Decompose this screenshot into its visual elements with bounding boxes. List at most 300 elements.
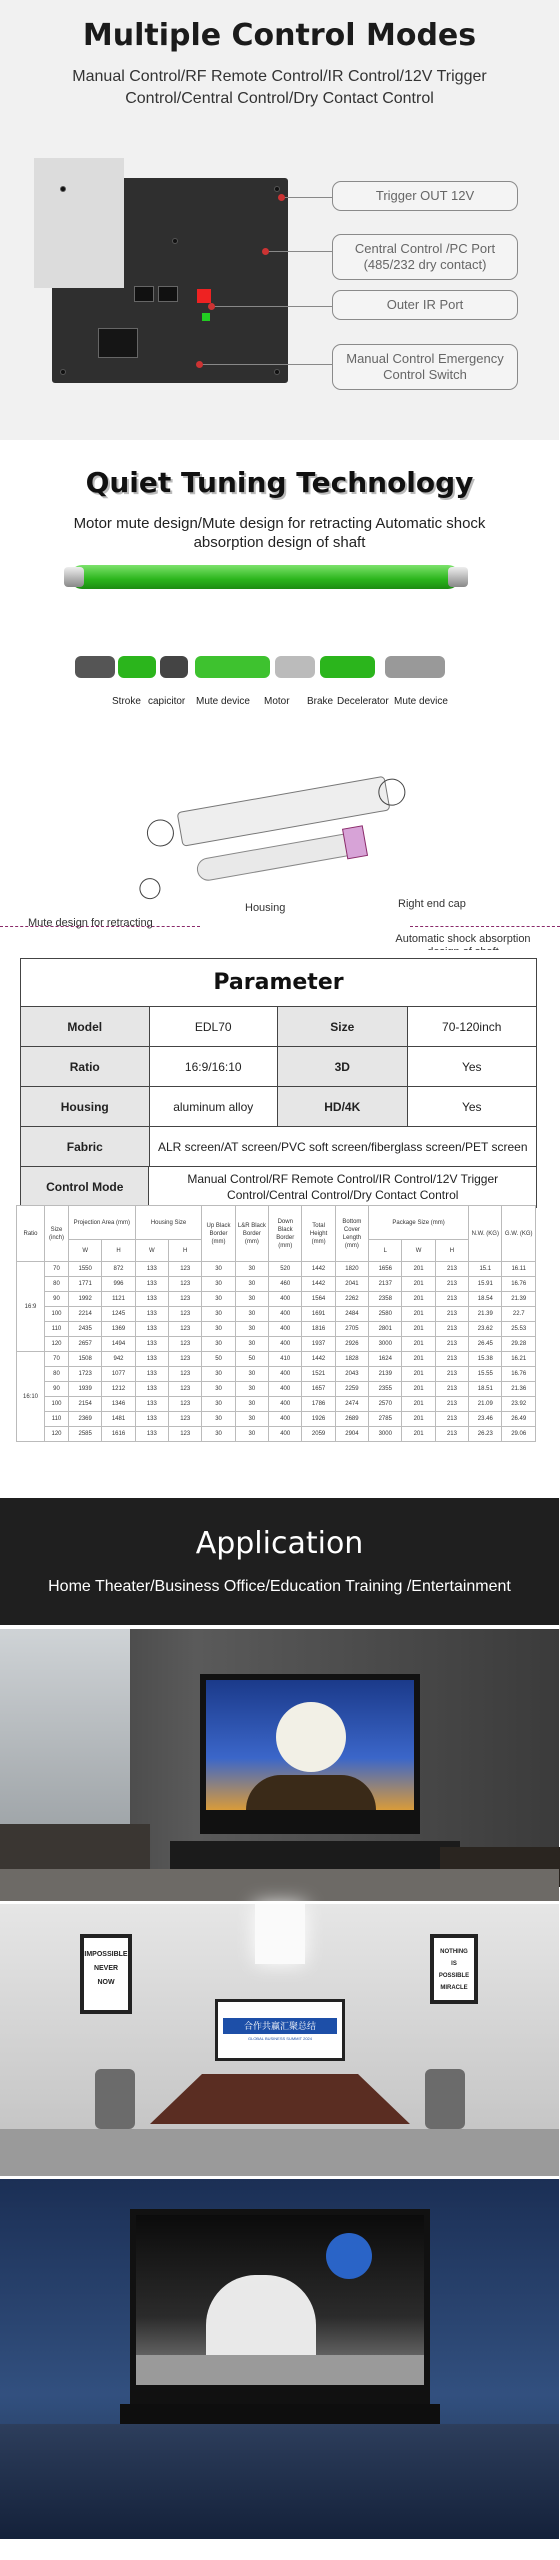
- port-icon: [158, 286, 178, 302]
- spec-cell: 1616: [102, 1427, 135, 1442]
- spec-table: [16, 1205, 536, 1442]
- spec-cell: 1992: [69, 1292, 102, 1307]
- part-label: Decelerator: [337, 696, 389, 707]
- spec-row: [17, 1307, 536, 1322]
- spec-cell: 410: [269, 1352, 302, 1367]
- spec-cell: 100: [45, 1397, 69, 1412]
- spec-row: [17, 1427, 536, 1442]
- central-control-label: Central Control /PC Port (485/232 dry contact): [332, 234, 518, 280]
- poster-text: NOTHING: [440, 1949, 468, 1955]
- spec-cell: 15.91: [469, 1277, 502, 1292]
- spec-cell: 1564: [302, 1292, 335, 1307]
- spec-cell: 2785: [369, 1412, 402, 1427]
- entertainment-image: [0, 2179, 559, 2539]
- spec-cell: 213: [435, 1322, 468, 1337]
- spec-cell: 25.53: [502, 1322, 536, 1337]
- spec-cell: 15.38: [469, 1352, 502, 1367]
- param-value: ALR screen/AT screen/PVC soft screen/fiberglass screen/PET screen: [158, 1139, 528, 1154]
- spec-cell: 1691: [302, 1307, 335, 1322]
- spec-cell: 1723: [69, 1367, 102, 1382]
- office-banner-sub: GLOBAL BUSINESS SUMMIT 2024: [247, 2036, 313, 2041]
- spec-cell: 16.11: [502, 1262, 536, 1277]
- spec-cell: 400: [269, 1397, 302, 1412]
- spec-cell: 1937: [302, 1337, 335, 1352]
- spec-header: Bottom Cover Length (mm): [335, 1206, 368, 1262]
- spec-cell: 16.76: [502, 1277, 536, 1292]
- spec-cell: 1442: [302, 1352, 335, 1367]
- manual-control-label: Manual Control Emergency Control Switch: [332, 344, 518, 390]
- leader-dot: [278, 194, 285, 201]
- spec-cell: 1550: [69, 1262, 102, 1277]
- spec-cell: 2689: [335, 1412, 368, 1427]
- projection-screen: [130, 2209, 430, 2409]
- spec-cell: 18.51: [469, 1382, 502, 1397]
- spec-cell: 70: [45, 1262, 69, 1277]
- spec-cell: 21.36: [502, 1382, 536, 1397]
- param-key: Control Mode: [21, 1167, 149, 1207]
- quiet-tuning-section: [0, 440, 559, 950]
- dashed-line: [410, 926, 560, 927]
- spec-cell: 213: [435, 1277, 468, 1292]
- spec-cell: 30: [235, 1277, 268, 1292]
- spec-header: L: [369, 1240, 402, 1262]
- spec-cell: 26.45: [469, 1337, 502, 1352]
- spec-cell: 201: [402, 1352, 435, 1367]
- spec-cell: 2705: [335, 1322, 368, 1337]
- param-key: Housing: [21, 1087, 150, 1126]
- office-image: [0, 1904, 559, 2176]
- spec-row: [17, 1322, 536, 1337]
- spec-cell: 30: [202, 1367, 235, 1382]
- office-banner: 合作共赢汇聚总结: [223, 2018, 337, 2034]
- spec-cell: 120: [45, 1427, 69, 1442]
- spec-cell: 80: [45, 1277, 69, 1292]
- param-value: aluminum alloy: [150, 1087, 279, 1126]
- parameter-row: [21, 1087, 536, 1127]
- spec-cell: 30: [235, 1397, 268, 1412]
- screw-icon: [274, 186, 280, 192]
- end-mute-device-part: [385, 656, 445, 678]
- rock-silhouette: [246, 1775, 376, 1810]
- spec-cell: 2262: [335, 1292, 368, 1307]
- spec-cell: 213: [435, 1262, 468, 1277]
- param-key: Fabric: [21, 1127, 150, 1166]
- spec-cell: 22.7: [502, 1307, 536, 1322]
- spec-cell: 30: [202, 1427, 235, 1442]
- spec-cell: 213: [435, 1412, 468, 1427]
- earth-icon: [326, 2233, 372, 2279]
- outer-ir-label: Outer IR Port: [332, 290, 518, 320]
- home-theater-image: [0, 1629, 559, 1901]
- ir-port-icon: [202, 313, 210, 321]
- param-key: HD/4K: [278, 1087, 408, 1126]
- spec-cell: 15.1: [469, 1262, 502, 1277]
- projection-screen: [200, 1674, 420, 1834]
- poster-left: [80, 1934, 132, 2014]
- spec-cell: 16.21: [502, 1352, 536, 1367]
- spec-cell: 400: [269, 1292, 302, 1307]
- spec-row: [17, 1262, 536, 1277]
- application-section: [0, 1498, 559, 2540]
- spec-header: Projection Area (mm): [69, 1206, 136, 1240]
- spec-header: W: [135, 1240, 168, 1262]
- spec-cell: 123: [169, 1412, 202, 1427]
- control-modes-section: [0, 0, 559, 440]
- spec-ratio-cell: 16:9: [17, 1262, 45, 1352]
- parameter-row: [21, 1007, 536, 1047]
- spec-cell: 123: [169, 1307, 202, 1322]
- spec-cell: 1369: [102, 1322, 135, 1337]
- spec-header: Down Black Border (mm): [269, 1206, 302, 1262]
- spec-cell: 213: [435, 1307, 468, 1322]
- spec-cell: 133: [135, 1412, 168, 1427]
- spec-cell: 26.23: [469, 1427, 502, 1442]
- spec-cell: 201: [402, 1277, 435, 1292]
- spec-cell: 30: [202, 1292, 235, 1307]
- spec-cell: 133: [135, 1277, 168, 1292]
- spec-header: W: [402, 1240, 435, 1262]
- spec-cell: 26.49: [502, 1412, 536, 1427]
- spec-cell: 133: [135, 1427, 168, 1442]
- spec-header: Up Black Border (mm): [202, 1206, 235, 1262]
- spec-header: H: [169, 1240, 202, 1262]
- spec-cell: 2801: [369, 1322, 402, 1337]
- capacitor-part: [118, 656, 156, 678]
- poster-text: NOW: [97, 1979, 115, 1986]
- motor-tube: [70, 565, 460, 589]
- spec-cell: 1494: [102, 1337, 135, 1352]
- spec-cell: 30: [235, 1307, 268, 1322]
- spec-cell: 30: [235, 1427, 268, 1442]
- spec-cell: 133: [135, 1352, 168, 1367]
- mute-device-part: [160, 656, 188, 678]
- screw-icon: [60, 186, 66, 192]
- param-value: 70-120inch: [442, 1019, 502, 1034]
- spec-cell: 2355: [369, 1382, 402, 1397]
- spec-cell: 201: [402, 1397, 435, 1412]
- spec-cell: 30: [202, 1412, 235, 1427]
- spec-cell: 400: [269, 1322, 302, 1337]
- spec-cell: 30: [235, 1412, 268, 1427]
- spec-row: [17, 1367, 536, 1382]
- param-value: Yes: [461, 1059, 482, 1074]
- spec-cell: 400: [269, 1382, 302, 1397]
- astronaut-figure: [206, 2275, 316, 2365]
- spec-cell: 213: [435, 1337, 468, 1352]
- spec-cell: 2139: [369, 1367, 402, 1382]
- spec-cell: 1521: [302, 1367, 335, 1382]
- spec-cell: 3000: [369, 1337, 402, 1352]
- leader-line: [200, 364, 332, 365]
- param-value: Yes: [461, 1099, 482, 1114]
- spec-cell: 201: [402, 1292, 435, 1307]
- spec-cell: 2484: [335, 1307, 368, 1322]
- spec-cell: 123: [169, 1292, 202, 1307]
- spec-cell: 30: [202, 1382, 235, 1397]
- floor-housing: [120, 2404, 440, 2424]
- spec-cell: 123: [169, 1352, 202, 1367]
- port-icon: [134, 286, 154, 302]
- spec-cell: 30: [202, 1322, 235, 1337]
- spec-cell: 90: [45, 1382, 69, 1397]
- spec-header: L&R Black Border (mm): [235, 1206, 268, 1262]
- spec-cell: 201: [402, 1367, 435, 1382]
- application-subtitle: Home Theater/Business Office/Education Training /Entertainment: [48, 1578, 511, 1595]
- motor-part: [195, 656, 270, 678]
- decelerator-part: [320, 656, 375, 678]
- spec-cell: 2154: [69, 1397, 102, 1412]
- spec-cell: 400: [269, 1427, 302, 1442]
- spec-cell: 3000: [369, 1427, 402, 1442]
- moon-icon: [276, 1702, 346, 1772]
- poster-right: [430, 1934, 478, 2004]
- poster-text: MIRACLE: [440, 1985, 468, 1991]
- spec-ratio-cell: 16:10: [17, 1352, 45, 1442]
- spec-cell: 872: [102, 1262, 135, 1277]
- spec-cell: 2926: [335, 1337, 368, 1352]
- spec-cell: 2435: [69, 1322, 102, 1337]
- spec-cell: 996: [102, 1277, 135, 1292]
- spec-row: [17, 1397, 536, 1412]
- param-key: Model: [21, 1007, 150, 1046]
- spec-cell: 213: [435, 1292, 468, 1307]
- spec-cell: 23.46: [469, 1412, 502, 1427]
- spec-cell: 15.55: [469, 1367, 502, 1382]
- mute-retracting-label: Mute design for retracting: [28, 917, 153, 929]
- spec-cell: 1624: [369, 1352, 402, 1367]
- spec-cell: 201: [402, 1322, 435, 1337]
- spec-cell: 123: [169, 1427, 202, 1442]
- spec-cell: 2904: [335, 1427, 368, 1442]
- spec-cell: 1442: [302, 1262, 335, 1277]
- tube-end-cap: [64, 567, 84, 587]
- spec-cell: 90: [45, 1292, 69, 1307]
- quiet-tuning-subtitle: Motor mute design/Mute design for retracting Automatic shock absorption design of shaft: [73, 515, 486, 551]
- spec-cell: 21.39: [502, 1292, 536, 1307]
- spec-cell: 2657: [69, 1337, 102, 1352]
- spec-cell: 2137: [369, 1277, 402, 1292]
- spec-cell: 2059: [302, 1427, 335, 1442]
- brake-part: [275, 656, 315, 678]
- poster-text: NEVER: [93, 1965, 119, 1972]
- spec-cell: 213: [435, 1382, 468, 1397]
- poster-text: IS: [451, 1961, 457, 1967]
- spec-cell: 2043: [335, 1367, 368, 1382]
- screw-icon: [60, 369, 66, 375]
- spec-cell: 1939: [69, 1382, 102, 1397]
- spec-header: G.W. (KG): [502, 1206, 536, 1262]
- application-banner: [0, 1498, 559, 1625]
- spec-cell: 30: [235, 1292, 268, 1307]
- spec-cell: 213: [435, 1397, 468, 1412]
- panel-shadow: [34, 158, 124, 288]
- spec-cell: 30: [235, 1262, 268, 1277]
- spec-cell: 1828: [335, 1352, 368, 1367]
- spec-header: Size (inch): [45, 1206, 69, 1262]
- chair: [95, 2069, 135, 2129]
- spec-cell: 400: [269, 1367, 302, 1382]
- spec-cell: 1656: [369, 1262, 402, 1277]
- spec-cell: 16.76: [502, 1367, 536, 1382]
- spec-cell: 213: [435, 1352, 468, 1367]
- control-modes-title: Multiple Control Modes: [82, 18, 477, 53]
- spec-header: H: [102, 1240, 135, 1262]
- spec-cell: 18.54: [469, 1292, 502, 1307]
- spec-cell: 400: [269, 1307, 302, 1322]
- housing-label: Housing: [245, 902, 286, 914]
- spec-row: [17, 1337, 536, 1352]
- spec-row: [17, 1382, 536, 1397]
- spec-cell: 133: [135, 1262, 168, 1277]
- spec-cell: 2474: [335, 1397, 368, 1412]
- param-key: 3D: [278, 1047, 408, 1086]
- spec-header: Housing Size: [135, 1206, 202, 1240]
- spec-cell: 110: [45, 1322, 69, 1337]
- spec-cell: 1820: [335, 1262, 368, 1277]
- part-label: Mute device: [196, 696, 250, 707]
- spec-cell: 23.62: [469, 1322, 502, 1337]
- spec-cell: 2358: [369, 1292, 402, 1307]
- spec-cell: 133: [135, 1367, 168, 1382]
- spec-cell: 21.09: [469, 1397, 502, 1412]
- spec-cell: 2585: [69, 1427, 102, 1442]
- parameter-title: Parameter: [21, 959, 536, 1007]
- application-title: Application: [195, 1526, 364, 1561]
- spec-cell: 2580: [369, 1307, 402, 1322]
- chair: [425, 2069, 465, 2129]
- spec-header: W: [69, 1240, 102, 1262]
- spec-cell: 2570: [369, 1397, 402, 1412]
- leader-line: [212, 306, 332, 307]
- screw-icon: [274, 369, 280, 375]
- ceiling-light: [255, 1904, 305, 1964]
- spec-header: Ratio: [17, 1206, 45, 1262]
- moon-surface: [136, 2355, 424, 2385]
- spec-cell: 50: [202, 1352, 235, 1367]
- spec-cell: 123: [169, 1382, 202, 1397]
- screen-content: [206, 1680, 414, 1810]
- conference-table: [150, 2074, 410, 2124]
- spec-cell: 520: [269, 1262, 302, 1277]
- screw-icon: [172, 238, 178, 244]
- spec-cell: 70: [45, 1352, 69, 1367]
- trigger-out-label: Trigger OUT 12V: [332, 181, 518, 211]
- spec-cell: 123: [169, 1367, 202, 1382]
- part-label: capicitor: [148, 696, 186, 707]
- spec-cell: 213: [435, 1427, 468, 1442]
- spec-cell: 29.06: [502, 1427, 536, 1442]
- spec-cell: 30: [235, 1337, 268, 1352]
- parameter-section: [0, 950, 559, 1498]
- spec-cell: 123: [169, 1337, 202, 1352]
- leader-line: [282, 197, 332, 198]
- spec-cell: 1926: [302, 1412, 335, 1427]
- spec-cell: 1442: [302, 1277, 335, 1292]
- spec-cell: 21.39: [469, 1307, 502, 1322]
- parameter-row: [21, 1047, 536, 1087]
- leader-line: [265, 251, 332, 252]
- spec-cell: 1212: [102, 1382, 135, 1397]
- spec-cell: 123: [169, 1277, 202, 1292]
- param-value: EDL70: [150, 1007, 279, 1046]
- poster-text: IMPOSSIBLE: [84, 1951, 128, 1958]
- param-value: 16:9/16:10: [150, 1047, 279, 1086]
- spec-row: [17, 1277, 536, 1292]
- spec-table-body: [17, 1262, 536, 1442]
- spec-cell: 133: [135, 1307, 168, 1322]
- spec-cell: 50: [235, 1352, 268, 1367]
- power-socket-icon: [98, 328, 138, 358]
- office-screen: [215, 1999, 345, 2061]
- spec-cell: 2041: [335, 1277, 368, 1292]
- spec-header: H: [435, 1240, 468, 1262]
- spec-cell: 30: [202, 1262, 235, 1277]
- spec-cell: 1121: [102, 1292, 135, 1307]
- spec-header: N.W. (KG): [469, 1206, 502, 1262]
- control-modes-subtitle: Manual Control/RF Remote Control/IR Control/12V Trigger Control/Central Control/Dry Contact Control: [72, 68, 487, 107]
- spec-header: Package Size (mm): [369, 1206, 469, 1240]
- parameter-row: [21, 1167, 536, 1207]
- spec-cell: 201: [402, 1307, 435, 1322]
- spec-cell: 1786: [302, 1397, 335, 1412]
- spec-cell: 30: [202, 1277, 235, 1292]
- control-panel-device: [52, 178, 288, 383]
- auto-shock-label: Automatic shock absorption: [395, 933, 531, 945]
- part-label: Stroke: [112, 696, 141, 707]
- stroke-part: [75, 656, 115, 678]
- spec-cell: 133: [135, 1292, 168, 1307]
- spec-cell: 133: [135, 1397, 168, 1412]
- spec-cell: 30: [235, 1322, 268, 1337]
- spec-cell: 23.92: [502, 1397, 536, 1412]
- leader-dot: [196, 361, 203, 368]
- spec-header: Total Height (mm): [302, 1206, 335, 1262]
- spec-cell: 2214: [69, 1307, 102, 1322]
- part-label: Brake: [307, 696, 334, 707]
- spec-cell: 400: [269, 1412, 302, 1427]
- spec-cell: 123: [169, 1262, 202, 1277]
- spec-cell: 1771: [69, 1277, 102, 1292]
- spec-cell: 123: [169, 1322, 202, 1337]
- floor: [0, 1869, 559, 1901]
- spec-cell: 201: [402, 1412, 435, 1427]
- leader-dot: [262, 248, 269, 255]
- right-end-cap-label: Right end cap: [398, 898, 466, 910]
- spec-cell: 460: [269, 1277, 302, 1292]
- spec-cell: 29.28: [502, 1337, 536, 1352]
- spec-row: [17, 1352, 536, 1367]
- switch-icon: [197, 289, 211, 303]
- spec-cell: 1657: [302, 1382, 335, 1397]
- spec-cell: 133: [135, 1382, 168, 1397]
- spec-cell: 1481: [102, 1412, 135, 1427]
- spec-cell: 133: [135, 1337, 168, 1352]
- spec-cell: 30: [202, 1337, 235, 1352]
- spec-cell: 100: [45, 1307, 69, 1322]
- spec-cell: 201: [402, 1337, 435, 1352]
- param-key: Size: [278, 1007, 408, 1046]
- param-value: Manual Control/RF Remote Control/IR Control/12V Trigger Control/Central Control/Dry Contact Control: [187, 1172, 499, 1202]
- spec-cell: 942: [102, 1352, 135, 1367]
- spec-cell: 400: [269, 1337, 302, 1352]
- floor: [0, 2424, 559, 2539]
- spec-cell: 201: [402, 1262, 435, 1277]
- spec-cell: 1245: [102, 1307, 135, 1322]
- floor: [0, 2129, 559, 2176]
- spec-row: [17, 1292, 536, 1307]
- floor-housing: [170, 1841, 460, 1869]
- spec-cell: 30: [235, 1367, 268, 1382]
